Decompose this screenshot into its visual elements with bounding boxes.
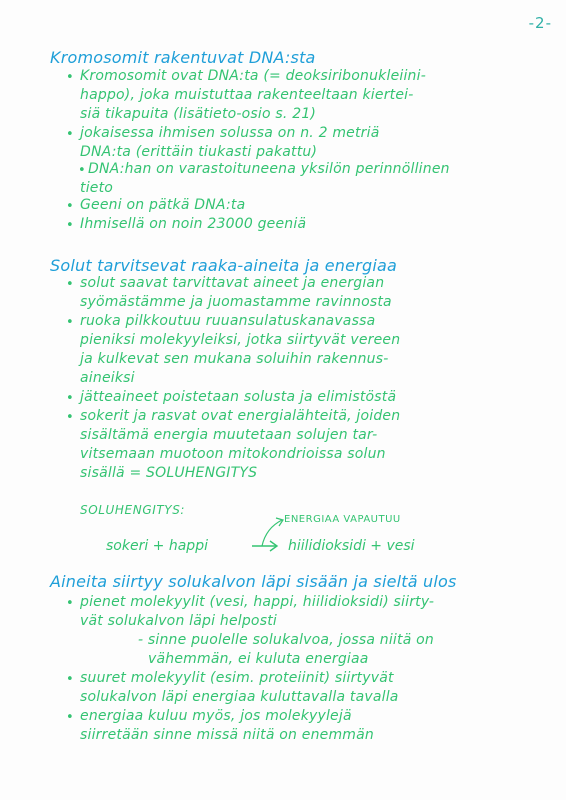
section-heading-solut: Solut tarvitsevat raaka-aineita ja energiaa [50,256,397,275]
bullet-dot: • [66,710,74,725]
bullet-dot: • [66,410,74,425]
note-line: sokerit ja rasvat ovat energialähteitä, joiden [80,408,401,424]
note-line: sisällä = SOLUHENGITYS [80,465,258,481]
bullet-dot: • [66,218,74,233]
note-line: sisältämä energia muutetaan solujen tar- [80,427,378,443]
formula-reactants: sokeri + happi [106,538,208,554]
formula-products: hiilidioksidi + vesi [288,538,415,554]
note-line: DNA:ta (erittäin tiukasti pakattu) [80,144,318,160]
note-line: solukalvon läpi energiaa kuluttavalla tavalla [80,689,399,705]
bullet-dot: • [66,391,74,406]
note-line: pieniksi molekyyleiksi, jotka siirtyvät vereen [80,332,401,348]
page-number: -2- [528,14,552,32]
note-line: Ihmisellä on noin 23000 geeniä [80,216,307,232]
bullet-dot: • [66,127,74,142]
note-line: - sinne puolelle solukalvoa, jossa niitä on [138,632,434,648]
note-line: solut saavat tarvittavat aineet ja energian [80,275,385,291]
bullet-dot: • [66,315,74,330]
note-line: ruoka pilkkoutuu ruuansulatuskanavassa [80,313,376,329]
note-line: syömästämme ja juomastamme ravinnosta [80,294,392,310]
bullet-dot: • [78,163,86,178]
note-line: Kromosomit ovat DNA:ta (= deoksiribonukleiini- [80,68,426,84]
note-line: aineiksi [80,370,135,386]
note-line: happo), joka muistuttaa rakenteeltaan kiertei- [80,87,414,103]
note-line: DNA:han on varastoituneena yksilön perinnöllinen [88,161,450,177]
note-line: siä tikapuita (lisätieto-osio s. 21) [80,106,317,122]
bullet-dot: • [66,70,74,85]
energy-released-note: ENERGIAA VAPAUTUU [284,514,401,525]
section-heading-solukalvo: Aineita siirtyy solukalvon läpi sisään ja sieltä ulos [50,572,457,591]
soluhengitys-label: SOLUHENGITYS: [80,503,186,517]
bullet-dot: • [66,277,74,292]
bullet-dot: • [66,596,74,611]
note-line: Geeni on pätkä DNA:ta [80,197,246,213]
note-line: pienet molekyylit (vesi, happi, hiilidioksidi) siirty- [80,594,435,610]
note-line: suuret molekyylit (esim. proteiinit) siirtyvät [80,670,394,686]
note-line: energiaa kuluu myös, jos molekyylejä [80,708,352,724]
note-line: vitsemaan muotoon mitokondrioissa solun [80,446,386,462]
note-line: jätteaineet poistetaan solusta ja elimistöstä [80,389,397,405]
section-heading-kromosomit: Kromosomit rakentuvat DNA:sta [50,48,316,67]
note-line: vähemmän, ei kuluta energiaa [148,651,369,667]
note-line: jokaisessa ihmisen solussa on n. 2 metriä [80,125,380,141]
note-line: ja kulkevat sen mukana soluihin rakennus- [80,351,389,367]
note-line: vät solukalvon läpi helposti [80,613,277,629]
bullet-dot: • [66,672,74,687]
bullet-dot: • [66,199,74,214]
note-line: tieto [80,180,114,196]
note-line: siirretään sinne missä niitä on enemmän [80,727,374,743]
